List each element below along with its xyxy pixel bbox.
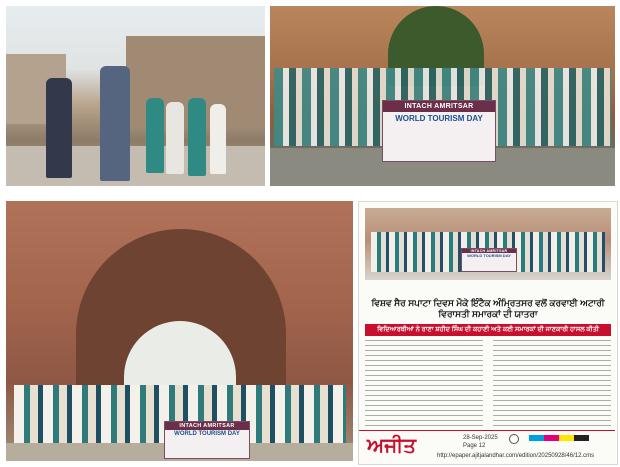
person [166, 102, 184, 174]
banner-org: INTACH AMRITSAR [462, 249, 516, 253]
person [46, 78, 72, 178]
banner-event: WORLD TOURISM DAY [174, 431, 240, 437]
newspaper-footer [359, 430, 615, 463]
person [210, 104, 226, 174]
newspaper-clipping [358, 201, 618, 465]
article-column [365, 340, 483, 428]
street [6, 146, 265, 186]
photo-heritage-walk [6, 6, 265, 186]
newspaper-subheadline: ਵਿਦਿਆਰਥੀਆਂ ਨੇ ਰਾਣਾ ਸ਼ਹੀਦ ਸਿੰਘ ਦੀ ਕਹਾਣੀ ਅਤੇ ਕਈ ਸਮਾਰਕਾਂ ਦੀ ਜਾਣਕਾਰੀ ਹਾਸਲ ਕੀਤੀ [365, 324, 611, 336]
event-banner [461, 248, 517, 272]
edition-date: 28-Sep-2025 [463, 435, 498, 441]
person [100, 66, 130, 181]
article-body [365, 340, 611, 428]
newspaper-headline: ਵਿਸ਼ਵ ਸੈਰ ਸਪਾਟਾ ਦਿਵਸ ਮੌਕੇ ਇੰਟੈਕ ਅੰਮ੍ਰਿਤਸਰ ਵਲੋਂ ਕਰਵਾਈ ਅਟਾਰੀ ਵਿਰਾਸਤੀ ਸਮਾਰਕਾਂ ਦੀ ਯਾਤਰਾ [371, 298, 605, 319]
banner-event: WORLD TOURISM DAY [467, 253, 511, 258]
banner-org: INTACH AMRITSAR [383, 101, 495, 112]
article-column [493, 340, 611, 428]
banner-event: WORLD TOURISM DAY [395, 114, 483, 123]
registration-mark-icon [509, 434, 519, 444]
event-banner [164, 421, 250, 459]
page-number: Page 12 [463, 443, 486, 449]
banner-org: INTACH AMRITSAR [165, 422, 249, 430]
newspaper-photo [365, 208, 611, 280]
photo-group-at-gate [270, 6, 615, 186]
photo-group-under-arch [6, 201, 353, 461]
person [188, 98, 206, 176]
person [146, 98, 164, 173]
newspaper-masthead: ਅਜੀਤ [367, 433, 417, 457]
edition-url: http://epaper.ajitjalandhar.com/edition/20250928/46/12.cms [437, 453, 595, 459]
color-swatches [529, 435, 589, 441]
event-banner [382, 100, 496, 162]
